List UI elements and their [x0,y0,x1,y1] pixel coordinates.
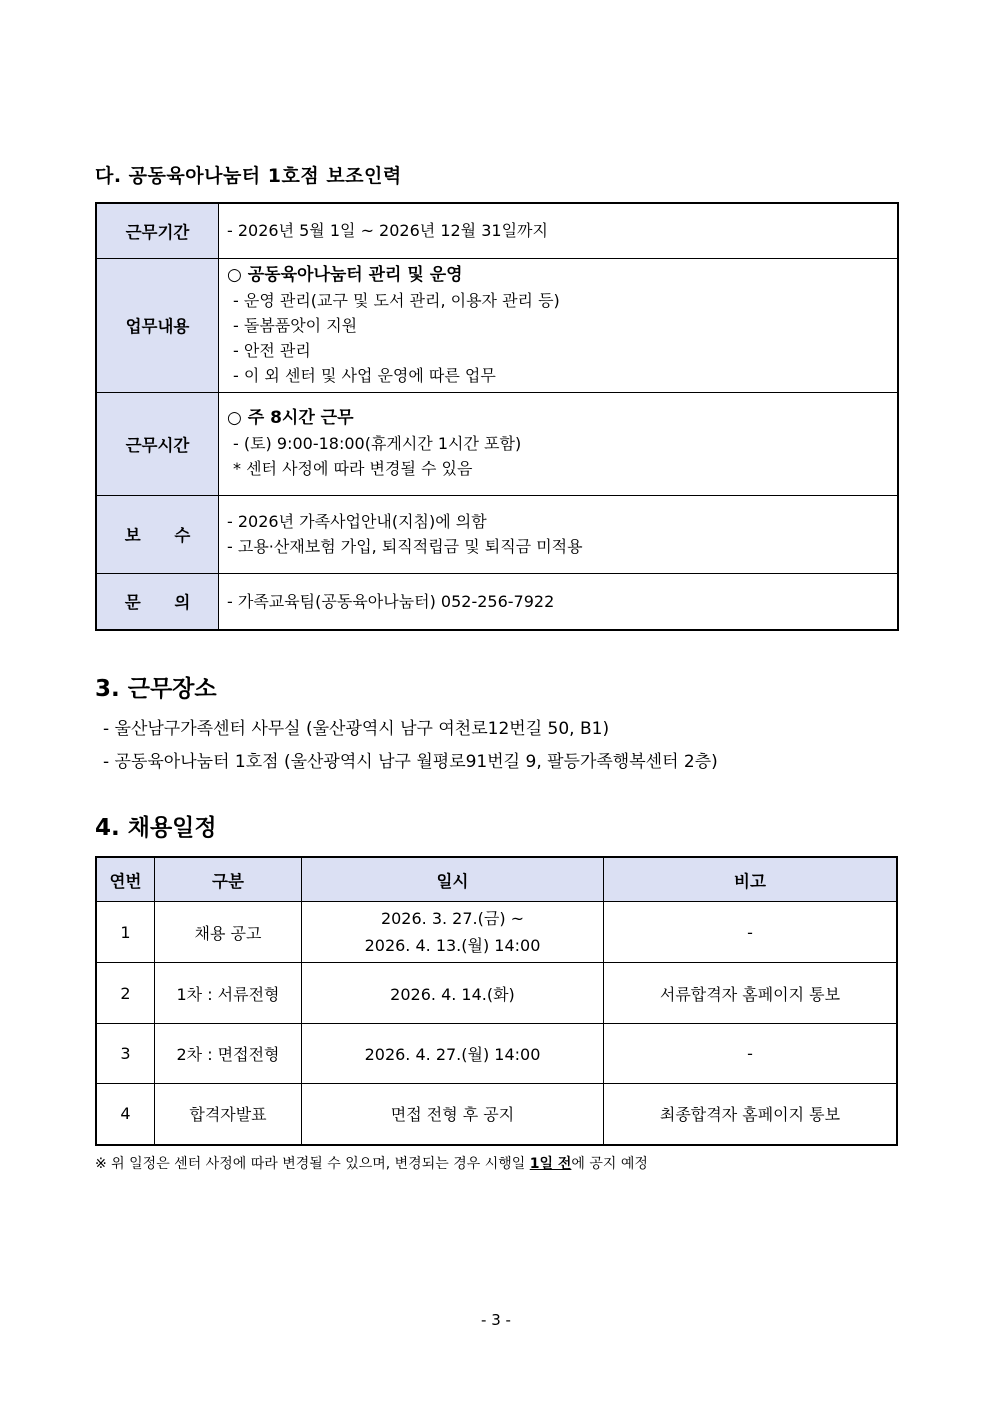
table-row [96,902,897,963]
table-row [96,963,897,1024]
col-header-type: 구분 [155,857,302,902]
cell-date: 면접 전형 후 공지 [302,1084,604,1145]
contact-line: - 가족교육팀(공동육아나눔터) 052-256-7922 [227,591,555,611]
table-row [96,573,898,630]
table-row [96,495,898,573]
cell-no: 3 [96,1024,155,1084]
page-number: - 3 - [481,1311,511,1329]
period-text: - 2026년 5월 1일 ~ 2026년 12월 31일까지 [227,221,548,241]
section3-title: 3. 근무장소 [95,676,217,702]
duties-line: - 운영 관리(교구 및 도서 관리, 이용자 관리 등) [233,290,560,310]
cell-type: 합격자발표 [155,1084,302,1145]
table-row [96,392,898,495]
duties-heading: ○ 공동육아나눔터 관리 및 운영 [227,264,463,285]
row-label-contact: 문 의 [96,573,219,630]
cell-type: 2차 : 면접전형 [155,1024,302,1084]
cell-type: 채용 공고 [155,902,302,963]
cell-note: - [604,902,898,963]
col-header-no: 연번 [96,857,155,902]
table-row [96,258,898,392]
date-line: 2026. 3. 27.(금) ~ [380,909,525,928]
note-prefix: ※ 위 일정은 센터 사정에 따라 변경될 수 있으며, 변경되는 경우 시행일 [95,1156,530,1172]
row-label-pay: 보 수 [96,495,219,573]
row-label-period: 근무기간 [96,203,219,258]
row-value-hours [219,392,899,495]
row-value-contact [219,573,899,630]
workplace-item: - 울산남구가족센터 사무실 (울산광역시 남구 여천로12번길 50, B1) [103,719,610,739]
cell-date [302,902,604,963]
hours-heading: ○ 주 8시간 근무 [227,408,354,428]
duties-line: - 안전 관리 [233,340,311,360]
duties-line: - 돌봄품앗이 지원 [233,315,358,335]
pay-line: - 2026년 가족사업안내(지침)에 의함 [227,512,487,531]
row-label-duties: 업무내용 [96,258,219,392]
workplace-item: - 공동육아나눔터 1호점 (울산광역시 남구 월평로91번길 9, 팔등가족행복센터 2층) [103,752,718,772]
cell-note: 서류합격자 홈페이지 통보 [604,963,898,1024]
row-value-duties [219,258,899,392]
cell-note: - [604,1024,898,1084]
table-row [96,1084,897,1145]
section4-title: 4. 채용일정 [95,815,217,841]
schedule-table [95,856,898,1146]
table-header-row [96,857,897,902]
cell-date: 2026. 4. 27.(월) 14:00 [302,1024,604,1084]
cell-no: 2 [96,963,155,1024]
row-value-pay [219,495,899,573]
note-suffix: 에 공지 예정 [571,1156,648,1172]
row-label-hours: 근무시간 [96,392,219,495]
date-line: 2026. 4. 13.(월) 14:00 [364,936,541,955]
assistant-staff-table [95,202,899,631]
duties-line: - 이 외 센터 및 사업 운영에 따른 업무 [233,365,496,385]
cell-type: 1차 : 서류전형 [155,963,302,1024]
col-header-note: 비고 [604,857,898,902]
cell-note: 최종합격자 홈페이지 통보 [604,1084,898,1145]
col-header-date: 일시 [302,857,604,902]
section-c-title: 다. 공동육아나눔터 1호점 보조인력 [95,165,402,187]
row-value-period [219,203,899,258]
cell-no: 1 [96,902,155,963]
pay-line: - 고용·산재보험 가입, 퇴직적립금 및 퇴직금 미적용 [227,537,583,556]
hours-line: - (토) 9:00-18:00(휴게시간 1시간 포함) [233,434,522,453]
table-row [96,1024,897,1084]
schedule-note [95,1153,648,1173]
cell-no: 4 [96,1084,155,1145]
note-bold: 1일 전 [529,1156,572,1172]
hours-line: * 센터 사정에 따라 변경될 수 있음 [233,459,473,478]
cell-date: 2026. 4. 14.(화) [302,963,604,1024]
table-row [96,203,898,258]
